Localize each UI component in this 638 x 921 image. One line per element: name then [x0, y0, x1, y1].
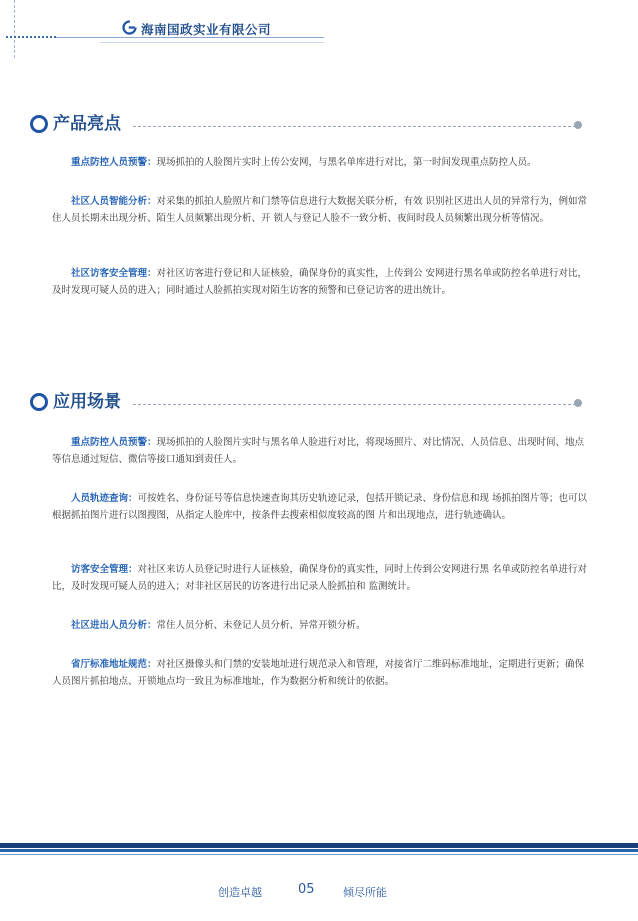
divider-end-dot-icon — [574, 121, 582, 129]
section-title: 应用场景 — [53, 392, 121, 412]
footer-slogan-left: 创造卓越 — [218, 886, 262, 899]
header-vertical-rule — [14, 0, 15, 58]
paragraph — [52, 434, 588, 468]
dashed-divider — [133, 126, 576, 127]
company-name: 海南国政实业有限公司 — [141, 22, 272, 37]
paragraph-keyword: 社区人员智能分析： — [71, 196, 157, 207]
paragraph-text: 常住人员分析、未登记人员分析、异常开锁分析。 — [156, 620, 366, 631]
divider-end-dot-icon — [574, 399, 582, 407]
paragraph — [52, 656, 588, 690]
paragraph-keyword: 重点防控人员预警： — [71, 157, 157, 168]
footer-bar-mid — [0, 849, 638, 852]
paragraph — [52, 617, 588, 634]
paragraph-keyword: 社区访客安全管理： — [71, 268, 157, 279]
paragraph — [52, 561, 588, 595]
paragraph — [52, 265, 588, 299]
footer-bar-dark — [0, 843, 638, 848]
footer-bar-light — [0, 854, 638, 855]
company-logo-icon — [122, 20, 137, 35]
paragraph-text: 对社区来访人员登记时进行人证核验，确保身份的真实性，同时上传到公安网进行黑 名单或防控名单进行对比，及时发现可疑人员的进入；对非社区居民的访客进行出记录人脸抓拍和 监测统计。 — [52, 564, 588, 592]
paragraph-text: 可按姓名、身份证号等信息快速查询其历史轨迹记录，包括开锁记录、身份信息和现 场抓拍图片等；也可以根据抓拍图片进行以图搜图，从指定人脸库中，按条件去搜索相似度较高的图 片和出现地点，进行轨迹确认。 — [52, 493, 588, 521]
section-title: 产品亮点 — [53, 114, 121, 134]
header-dotted-rule — [6, 36, 56, 38]
page-number: 05 — [298, 882, 315, 897]
paragraph-text: 对采集的抓拍人脸照片和门禁等信息进行大数据关联分析，有效 识别社区进出人员的异常行为，例如常住人员长期未出现分析、陌生人员频繁出现分析、开 锁人与登记人脸不一致分析、夜间时段人员频繁出现分析等情况。 — [52, 196, 588, 224]
paragraph-keyword: 社区进出人员分析： — [71, 620, 157, 631]
footer-slogan-right: 倾尽所能 — [343, 886, 387, 899]
ring-bullet-icon — [30, 115, 48, 133]
paragraph-keyword: 省厅标准地址规范： — [71, 659, 157, 670]
section-heading-scenarios — [30, 390, 590, 414]
paragraph-keyword: 访客安全管理： — [71, 564, 138, 575]
dashed-divider — [133, 404, 576, 405]
paragraph-text: 对社区访客进行登记和人证核验，确保身份的真实性，上传到公 安网进行黑名单或防控名单进行对比，及时发现可疑人员的进入；同时通过人脸抓拍实现对陌生访客的预警和已登记访客的进出统计。 — [52, 268, 588, 296]
paragraph — [52, 490, 588, 524]
header-rule-bottom — [100, 42, 324, 43]
paragraph — [52, 154, 588, 171]
paragraph-keyword: 人员轨迹查询： — [71, 493, 138, 504]
paragraph — [52, 193, 588, 227]
section-heading-highlights — [30, 112, 590, 136]
paragraph-text: 对社区摄像头和门禁的安装地址进行规范录入和管理，对接省厅二维码标准地址，定期进行更新；确保人员图片抓拍地点、开锁地点均一致且为标准地址，作为数据分析和统计的依据。 — [52, 659, 585, 687]
paragraph-keyword: 重点防控人员预警： — [71, 437, 157, 448]
paragraph-text: 现场抓拍的人脸图片实时与黑名单人脸进行对比，将现场照片、对比情况、人员信息、出现时间、地点等信息通过短信、微信等接口通知到责任人。 — [52, 437, 585, 465]
paragraph-text: 现场抓拍的人脸图片实时上传公安网，与黑名单库进行对比，第一时间发现重点防控人员。 — [156, 157, 537, 168]
ring-bullet-icon — [30, 393, 48, 411]
